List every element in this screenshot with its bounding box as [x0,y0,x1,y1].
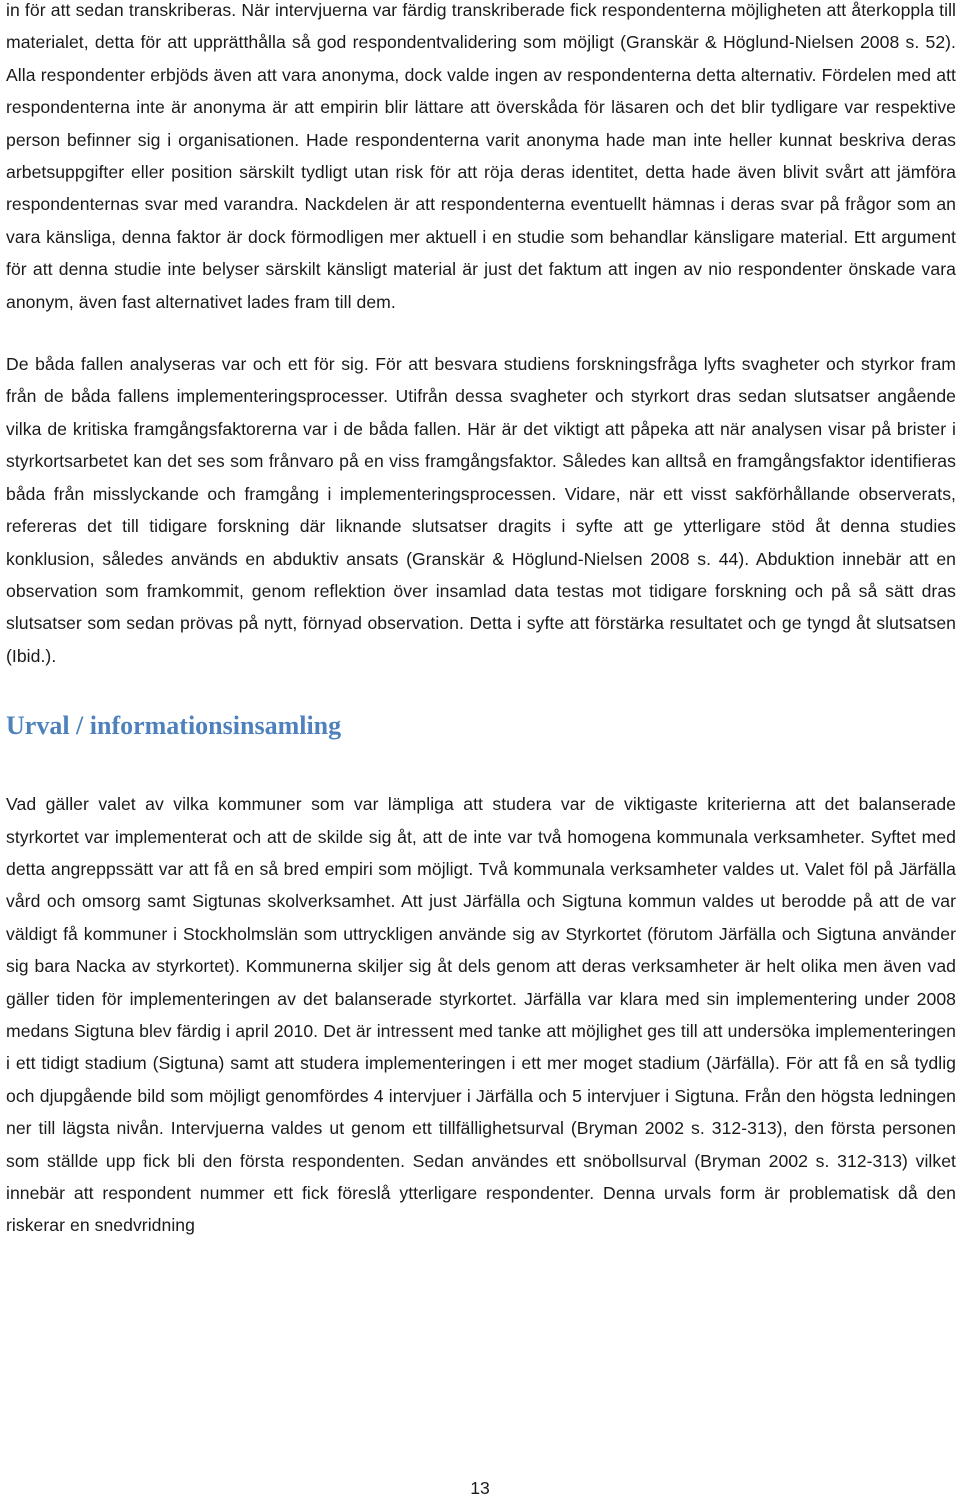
page-number: 13 [470,1478,490,1498]
body-paragraph: De båda fallen analyseras var och ett för sig. För att besvara studiens forskningsfråga lyfts svagheter och styrkor fram från de båda fallens implementeringsprocesser. Utifrån dessa svagheter och styrkort dras sedan slutsatser angående vilka de kritiska framgångsfaktorerna var i de båda fallen. Här är det viktigt att påpeka att när analysen visar på brister i styrkortsarbetet kan det ses som frånvaro på en viss framgångsfaktor. Således kan alltså en framgångsfaktor identifieras båda från misslyckande och framgång i implementeringsprocessen. Vidare, när ett visst sakförhållande observerats, refereras det till tidigare forskning där liknande slutsatser dragits i syfte att ge ytterligare stöd åt denna studies konklusion, således används en abduktiv ansats (Granskär & Höglund-Nielsen 2008 s. 44). Abduktion innebär att en observation som framkommit, genom reflektion över insamlad data testas mot tidigare forskning och på så sätt dras slutsatser som sedan prövas på nytt, förnyad observation. Detta i syfte att förstärka resultatet och ge tyngd åt slutsatsen (Ibid.). [6,354,956,666]
body-paragraph: Vad gäller valet av vilka kommuner som var lämpliga att studera var de viktigaste kriterierna att det balanserade styrkortet var implementerat och att de skilde sig åt, att de inte var två homogena kommunala verksamheter. Syftet med detta angreppssätt var att få en så bred empiri som möjligt. Två kommunala verksamheter valdes ut. Valet föl på Järfälla vård och omsorg samt Sigtunas skolverksamhet. Att just Järfälla och Sigtuna kommun valdes ut berodde på att de var väldigt få kommuner i Stockholmslän som uttryckligen använde sig av Styrkortet (förutom Järfälla och Sigtuna använder sig bara Nacka av styrkortet). Kommunerna skiljer sig åt dels genom att deras verksamheter är helt olika men även vad gäller tiden för implementeringen av det balanserade styrkortet. Järfälla var klara med sin implementering under 2008 medans Sigtuna blev färdig i april 2010. Det är intressent med tanke att möjlighet ges till att undersöka implementeringen i ett tidigt stadium (Sigtuna) samt att studera implementeringen i ett mer moget stadium (Järfälla). För att få en så tydlig och djupgående bild som möjligt genomfördes 4 intervjuer i Järfälla och 5 intervjuer i Sigtuna. Från den högsta ledningen ner till lägsta nivån. Intervjuerna valdes ut genom ett tillfällighetsurval (Bryman 2002 s. 312-313), den första personen som ställde upp fick bli den första respondenten. Sedan användes ett snöbollsurval (Bryman 2002 s. 312-313) vilket innebär att respondent nummer ett fick föreslå ytterligare respondenter. Denna urvals form är problematisk då den riskerar en snedvridning [6,794,956,1236]
section-heading: Urval / informationsinsamling [6,711,342,741]
document-page [6,0,956,1242]
body-paragraph: in för att sedan transkriberas. När intervjuerna var färdig transkriberade fick respondenterna möjligheten att återkoppla till materialet, detta för att upprätthålla så god respondentvalidering som möjligt (Granskär & Höglund-Nielsen 2008 s. 52). Alla respondenter erbjöds även att vara anonyma, dock valde ingen av respondenterna detta alternativ. Fördelen med att respondenterna inte är anonyma är att empirin blir lättare att överskåda för läsaren och det blir tydligare var respektive person befinner sig i organisationen. Hade respondenterna varit anonyma hade man inte heller kunnat beskriva deras arbetsuppgifter eller position särskilt tydligt utan risk för att röja deras identitet, detta hade även blivit svårt att jämföra respondenternas svar med varandra. Nackdelen är att respondenterna eventuellt hämnas i deras svar på frågor som an vara känsliga, denna faktor är dock förmodligen mer aktuell i en studie som behandlar känsligare material. Ett argument för att denna studie inte belyser särskilt känsligt material är just det faktum att ingen av nio respondenter önskade vara anonym, även fast alternativet lades fram till dem. [6,0,956,312]
